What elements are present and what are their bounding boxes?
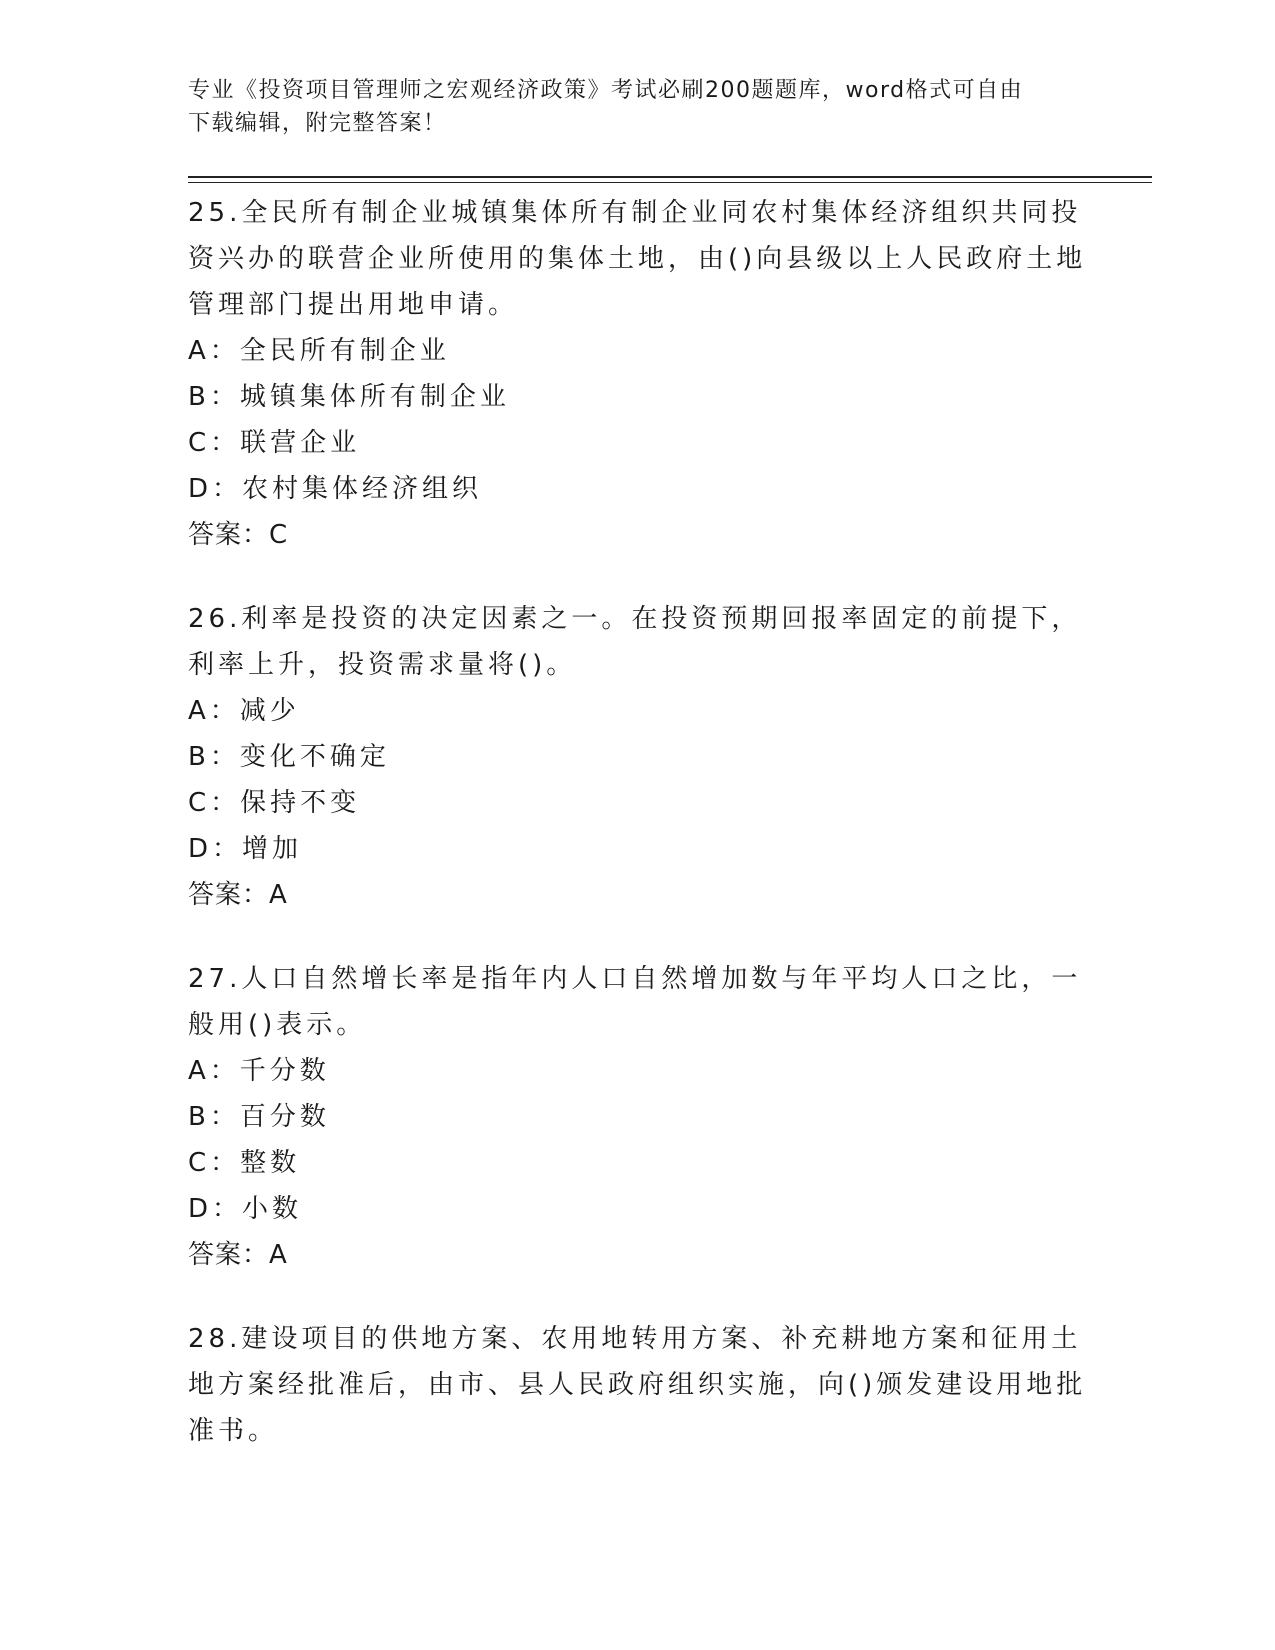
option-a: A：减少	[188, 696, 300, 726]
question-27	[188, 956, 1088, 1278]
question-text: 28.建设项目的供地方案、农用地转用方案、补充耕地方案和征用土地方案经批准后，由市、县人民政府组织实施，向()颁发建设用地批准书。	[188, 1324, 1087, 1446]
option-a: A：全民所有制企业	[188, 336, 450, 366]
option-d: D：农村集体经济组织	[188, 474, 483, 504]
question-list	[188, 190, 1088, 1492]
option-c: C：整数	[188, 1148, 301, 1178]
question-25	[188, 190, 1088, 558]
option-d: D：增加	[188, 834, 303, 864]
option-c: C：保持不变	[188, 788, 361, 818]
option-b: B：城镇集体所有制企业	[188, 382, 510, 412]
option-b: B：变化不确定	[188, 742, 390, 772]
answer-line: 答案：A	[188, 880, 288, 910]
option-d: D：小数	[188, 1194, 303, 1224]
question-28	[188, 1316, 1088, 1454]
option-b: B：百分数	[188, 1102, 330, 1132]
answer-line: 答案：A	[188, 1240, 288, 1270]
answer-line: 答案：C	[188, 520, 289, 550]
question-text: 27.人口自然增长率是指年内人口自然增加数与年平均人口之比，一般用()表示。	[188, 964, 1082, 1040]
header-line-1: 专业《投资项目管理师之宏观经济政策》考试必刷200题题库，word格式可自由	[188, 78, 1024, 103]
header-divider-thin	[188, 182, 1152, 183]
header-divider-thick	[188, 176, 1152, 178]
document-header	[188, 74, 1088, 140]
header-line-2: 下载编辑，附完整答案！	[188, 111, 447, 136]
question-26	[188, 596, 1088, 918]
option-c: C：联营企业	[188, 428, 361, 458]
question-text: 25.全民所有制企业城镇集体所有制企业同农村集体经济组织共同投资兴办的联营企业所使用的集体土地，由()向县级以上人民政府土地管理部门提出用地申请。	[188, 198, 1087, 320]
question-text: 26.利率是投资的决定因素之一。在投资预期回报率固定的前提下，利率上升，投资需求量将()。	[188, 604, 1082, 680]
option-a: A：千分数	[188, 1056, 330, 1086]
